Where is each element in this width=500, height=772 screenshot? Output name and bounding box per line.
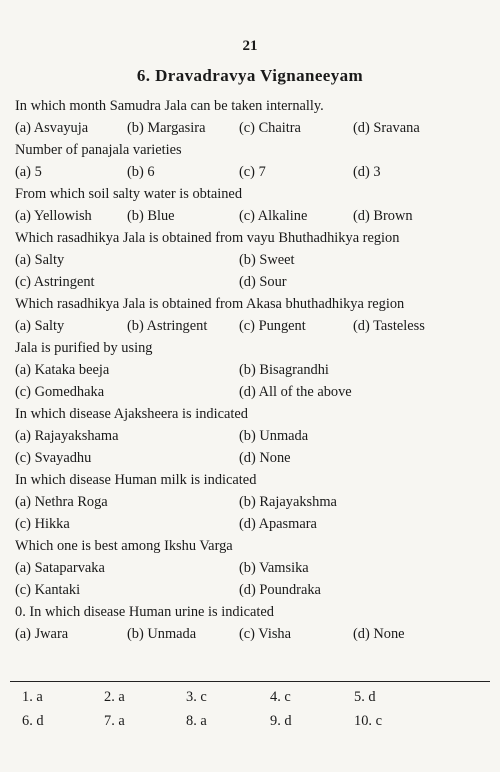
option: (b) Bisagrandhi [239, 362, 329, 378]
question-text: In which disease Ajaksheera is indicated [15, 406, 248, 422]
answer-item: 5. d [354, 689, 376, 705]
option: (c) Chaitra [239, 120, 301, 136]
option: (a) Kataka beeja [15, 362, 110, 378]
question-item [12, 337, 492, 403]
option: (a) Nethra Roga [15, 494, 108, 510]
option: (d) Tasteless [353, 318, 425, 334]
options-row [12, 271, 492, 293]
options-row [12, 447, 492, 469]
option: (a) Jwara [15, 626, 69, 642]
answer-row [22, 685, 492, 709]
options-row [12, 249, 492, 271]
options-row [12, 557, 492, 579]
option: (b) 6 [127, 164, 155, 180]
options-row [12, 359, 492, 381]
option: (b) Rajayakshma [239, 494, 337, 510]
option: (d) Sour [239, 274, 287, 290]
option: (a) Asvayuja [15, 120, 89, 136]
answer-item: 4. c [270, 689, 291, 705]
option: (c) Astringent [15, 274, 95, 290]
option: (b) Vamsika [239, 560, 309, 576]
option: (c) Alkaline [239, 208, 308, 224]
option: (b) Sweet [239, 252, 295, 268]
option: (d) Apasmara [239, 516, 317, 532]
option: (c) Gomedhaka [15, 384, 105, 400]
question-item [12, 403, 492, 469]
option: (d) Brown [353, 208, 413, 224]
option: (d) 3 [353, 164, 381, 180]
answer-item: 7. a [104, 713, 125, 729]
page-number: 21 [242, 38, 258, 54]
option: (c) Kantaki [15, 582, 81, 598]
answer-item: 1. a [22, 689, 43, 705]
answer-item: 2. a [104, 689, 125, 705]
option: (d) All of the above [239, 384, 352, 400]
option: (c) Visha [239, 626, 292, 642]
options-row [12, 205, 492, 227]
option: (a) Salty [15, 252, 65, 268]
option: (a) Salty [15, 318, 65, 334]
question-text: Which one is best among Ikshu Varga [15, 538, 233, 554]
option: (a) Yellowish [15, 208, 92, 224]
options-row [12, 381, 492, 403]
options-row [12, 161, 492, 183]
question-item [12, 139, 492, 183]
option: (d) Poundraka [239, 582, 321, 598]
question-item [12, 535, 492, 601]
option: (c) Svayadhu [15, 450, 92, 466]
answer-row [22, 709, 492, 733]
answer-item: 10. c [354, 713, 382, 729]
answer-key [22, 685, 492, 733]
option: (c) 7 [239, 164, 266, 180]
question-item [12, 95, 492, 139]
answer-divider [10, 681, 490, 682]
option: (b) Unmada [239, 428, 309, 444]
options-row [12, 315, 492, 337]
question-text: Number of panajala varieties [15, 142, 182, 158]
options-row [12, 623, 492, 645]
options-row [12, 513, 492, 535]
question-item [12, 227, 492, 293]
option: (b) Astringent [127, 318, 208, 334]
question-item [12, 183, 492, 227]
question-text: From which soil salty water is obtained [15, 186, 243, 202]
answer-item: 9. d [270, 713, 292, 729]
option: (c) Pungent [239, 318, 306, 334]
option: (d) Sravana [353, 120, 420, 136]
question-text: In which month Samudra Jala can be taken internally. [15, 98, 324, 114]
question-item [12, 601, 492, 645]
question-text: 0. In which disease Human urine is indicated [15, 604, 274, 620]
options-row [12, 579, 492, 601]
question-text: Which rasadhikya Jala is obtained from Akasa bhuthadhikya region [15, 296, 405, 312]
option: (b) Unmada [127, 626, 197, 642]
option: (a) 5 [15, 164, 42, 180]
option: (d) None [353, 626, 405, 642]
option: (d) None [239, 450, 291, 466]
option: (c) Hikka [15, 516, 70, 532]
question-text: In which disease Human milk is indicated [15, 472, 257, 488]
question-list [12, 95, 492, 645]
options-row [12, 425, 492, 447]
chapter-title: 6. Dravadravya Vignaneeyam [136, 66, 364, 85]
answer-item: 8. a [186, 713, 207, 729]
answer-item: 6. d [22, 713, 44, 729]
question-item [12, 293, 492, 337]
options-row [12, 117, 492, 139]
option: (a) Sataparvaka [15, 560, 105, 576]
option: (b) Margasira [127, 120, 206, 136]
option: (a) Rajayakshama [15, 428, 119, 444]
question-text: Which rasadhikya Jala is obtained from vayu Bhuthadhikya region [15, 230, 400, 246]
option: (b) Blue [127, 208, 175, 224]
answer-item: 3. c [186, 689, 207, 705]
options-row [12, 491, 492, 513]
question-text: Jala is purified by using [15, 340, 153, 356]
question-item [12, 469, 492, 535]
